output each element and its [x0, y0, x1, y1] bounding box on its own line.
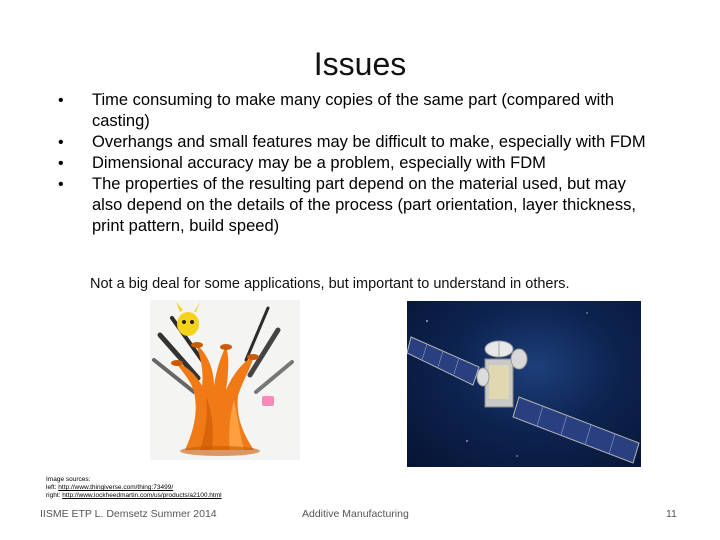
- bullet-item: • Dimensional accuracy may be a problem, especially with FDM: [58, 153, 658, 174]
- sources-heading: Image sources:: [46, 476, 91, 483]
- bullet-item: • Overhangs and small features may be difficult to make, especially with FDM: [58, 132, 658, 153]
- image-sources: [46, 476, 222, 500]
- page-number: 11: [666, 508, 677, 520]
- note-text: Not a big deal for some applications, but important to understand in others.: [90, 276, 570, 292]
- slide-title: Issues: [313, 46, 407, 82]
- source-right-line: [46, 492, 222, 500]
- bullet-list: [58, 90, 658, 237]
- footer-left-text: IISME ETP L. Demsetz Summer 2014: [40, 508, 217, 520]
- source-right-link[interactable]: http://www.lockheedmartin.com/us/products/a2100.html: [62, 492, 222, 499]
- printed-pen-holder-photo: [150, 300, 300, 460]
- source-left-link[interactable]: http://www.thingiverse.com/thing:73499/: [58, 484, 174, 491]
- satellite-graphic: [407, 301, 641, 467]
- source-left-line: [46, 484, 222, 492]
- source-left-prefix: left:: [46, 484, 59, 491]
- source-right-prefix: right:: [46, 492, 63, 499]
- footer-center-text: Additive Manufacturing: [302, 508, 409, 520]
- bullet-item: • Time consuming to make many copies of the same part (compared with casting): [58, 90, 658, 132]
- bullet-item: • The properties of the resulting part depend on the material used, but may also depend on the details of the process (part orientation, layer thickness, print pattern, build speed): [58, 174, 658, 237]
- printed-pen-holder-graphic: [150, 300, 300, 460]
- satellite-photo: [407, 301, 641, 467]
